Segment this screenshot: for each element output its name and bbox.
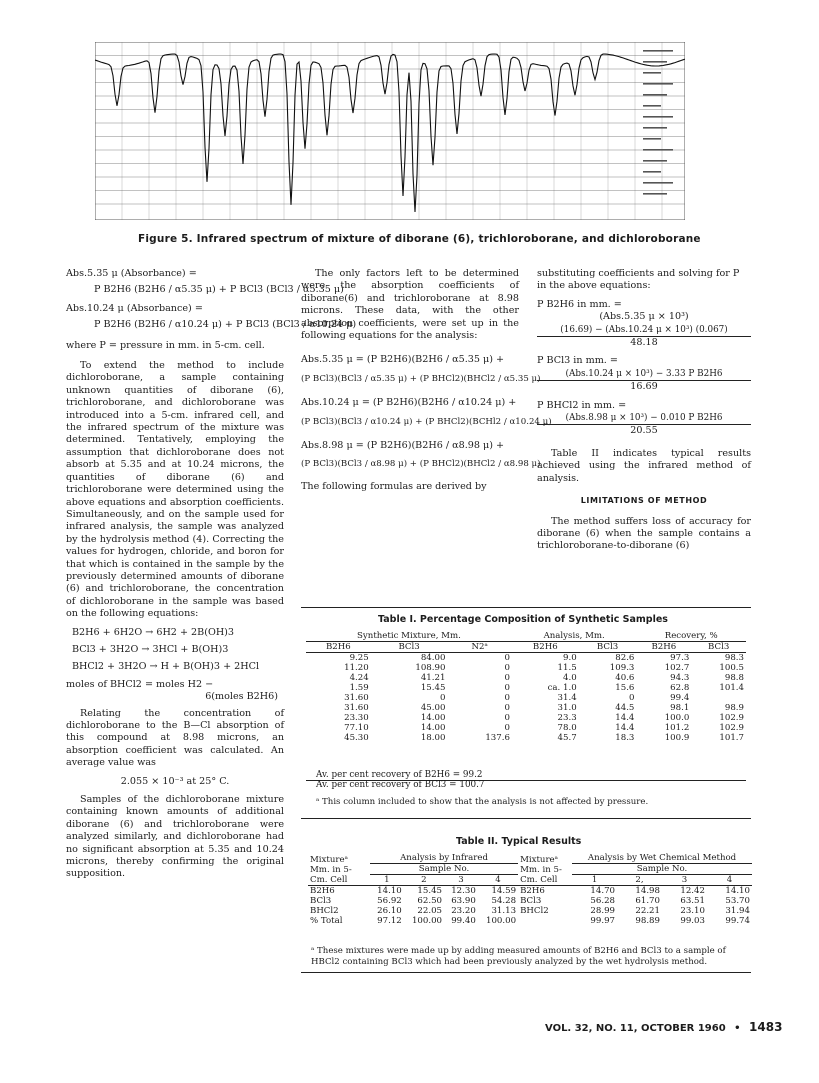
formula-b2h6-numerator-2: (16.69) − (Abs.10.24 μ × 10³) (0.067) — [537, 324, 751, 337]
table1-column-header: BCl3 — [596, 642, 619, 652]
table1-cell: 102.7 — [664, 663, 690, 673]
table1-cell: 98.1 — [670, 703, 690, 713]
table2-footnote: ᵃ These mixtures were made up by adding measured amounts of B2H6 and BCl3 to a sample of HBCl2 containing BCl3 which had been previously analyzed by the wet hydrolysis method. — [311, 946, 726, 967]
table2-cell: 99.74 — [725, 916, 750, 926]
table1-cell: 0 — [504, 723, 510, 733]
table1-cell: 14.4 — [615, 713, 635, 723]
table2-sample-number: 4 — [726, 875, 733, 885]
table2-cell: BCl3 — [310, 896, 332, 906]
table1-cell: 102.9 — [719, 713, 744, 723]
table2-cell: 99.03 — [680, 916, 705, 926]
table2-sample-number: 1 — [384, 875, 390, 885]
average-value: 2.055 × 10⁻³ at 25° C. — [120, 775, 230, 787]
table2-sample-no-wet: Sample No. — [572, 864, 752, 875]
moles-equation-line2: 6(moles B2H6) — [205, 691, 278, 703]
paragraph-extend-method: To extend the method to include dichloroborane, a sample containing unknown quantities of diborane (6), trichloroborane, and dichloroborane was introduced into a 5-cm. infrared cell, and the infrared spectrum of the mixture was determined. Tentatively, employing the assumption that dichloroborane does not absorb at 5.35 and at 10.24 microns, the quantities of diborane (6) and trichloroborane were determined using the above equations and absorption coefficients. Simultaneously, and on the sample used for infrared analysis, the sample was analyzed by the hydrolysis method (4). Correcting the values for hydrogen, chloride, and boron for that which is contained in the sample by the previously determined amounts of diborane (6) and trichloroborane, the concentration of dichloroborane in the sample was based on the following equations: — [66, 360, 284, 620]
reaction-trichloroborane: BCl3 + 3H2O → 3HCl + B(OH)3 — [72, 643, 229, 655]
table1-cell: 45.00 — [420, 703, 446, 713]
table1-cell: 100.9 — [664, 733, 690, 743]
table1-cell: 100.0 — [664, 713, 690, 723]
table1-cell: 0 — [504, 673, 510, 683]
table1-cell: 15.45 — [420, 683, 446, 693]
table1-cell: 11.20 — [344, 663, 369, 673]
table1-cell: 40.6 — [615, 673, 635, 683]
table1-column-header: B2H6 — [651, 642, 677, 652]
paragraph-following-formulas: The following formulas are derived by — [301, 480, 487, 492]
table1-group-analysis: Analysis, Mm. — [512, 631, 636, 642]
table2-cell: 14.10 — [725, 886, 750, 896]
equation-abs-1024-body: P B2H6 (B2H6 / α10.24 μ) + P BCl3 (BCl3 / α10.24 μ) — [94, 319, 357, 331]
table1-group-recovery: Recovery, % — [636, 631, 746, 642]
table2-cell: 56.28 — [590, 896, 616, 906]
table1-cell: 109.3 — [609, 663, 635, 673]
table1-cell: 0 — [504, 713, 510, 723]
table1-cell: 1.59 — [349, 683, 369, 693]
reaction-dichloroborane: BHCl2 + 3H2O → H + B(OH)3 + 2HCl — [72, 661, 260, 673]
table1-cell: 18.00 — [420, 733, 446, 743]
table2-row — [308, 896, 752, 906]
table2-cell: % Total — [310, 916, 343, 926]
table1-summary — [316, 770, 485, 790]
table2-sample-number: 3 — [681, 875, 688, 885]
table1-cell: 23.3 — [557, 713, 577, 723]
table1-cell: 98.8 — [724, 673, 744, 683]
paragraph-samples: Samples of the dichloroborane mixture containing known amounts of additional diborane (6) and trichloroborane were analyzed similarly, and dichloroborane had no significant absorption at 5.35 and 10.24 microns, thereby confirming the original supposition. — [66, 794, 284, 880]
table1-summary-b2h6: Av. per cent recovery of B2H6 = 99.2 — [316, 770, 483, 780]
where-clause: where P = pressure in mm. in 5-cm. cell. — [66, 339, 265, 351]
equation-abs-535-body: P B2H6 (B2H6 / α5.35 μ) + P BCl3 (BCl3 / α5.35 μ) — [94, 284, 344, 296]
table1-cell: 101.4 — [719, 683, 744, 693]
table1-cell: 31.0 — [557, 703, 577, 713]
table1-cell: 0 — [504, 693, 510, 703]
formula-b2h6-lhs: P B2H6 in mm. = — [537, 298, 622, 310]
table1-row — [306, 703, 746, 713]
table2-sample-no-ir: Sample No. — [370, 864, 518, 875]
table1-row — [306, 733, 746, 743]
table2-cell: 61.70 — [635, 896, 660, 906]
equation-1024-line1: Abs.10.24 μ = (P B2H6)(B2H6 / α10.24 μ) + — [301, 397, 517, 409]
bullet-separator: • — [734, 1023, 741, 1034]
table1-cell: 62.8 — [670, 683, 690, 693]
table2-mixture-header: Mixtureᵃ Mm. in 5-Cm. Cell — [310, 855, 352, 885]
table1 — [306, 631, 746, 743]
table1-cell: 94.3 — [670, 673, 690, 683]
table1-cell: 14.00 — [420, 723, 446, 733]
table2-cell: 63.90 — [451, 896, 476, 906]
table2-cell: 12.30 — [451, 886, 476, 896]
table2-cell: 31.13 — [491, 906, 517, 916]
equation-898-line2: (P BCl3)(BCl3 / α8.98 μ) + (P BHCl2)(BHCl2 / α8.98 μ) — [301, 459, 541, 470]
table1-cell: 99.4 — [670, 693, 690, 703]
table2-cell: 56.92 — [377, 896, 402, 906]
right-column — [537, 268, 751, 553]
table2-cell: 99.97 — [590, 916, 616, 926]
table2-cell: 62.50 — [417, 896, 443, 906]
table2-cell: 14.98 — [635, 886, 660, 896]
paragraph-limitations: The method suffers loss of accuracy for diborane (6) when the sample contains a trichloroborane-to-diborane (6) — [537, 515, 751, 552]
formula-bcl3-lhs: P BCl3 in mm. = — [537, 355, 618, 367]
table2-cell: BCl3 — [520, 896, 542, 906]
formula-bhcl2-lhs: P BHCl2 in mm. = — [537, 399, 627, 411]
table2-cell: 14.10 — [377, 886, 402, 896]
formula-bhcl2-numerator: (Abs.8.98 μ × 10³) − 0.010 P B2H6 — [537, 412, 751, 425]
table2-sample-number: 4 — [495, 875, 501, 885]
table1-column-header: BCl3 — [398, 642, 420, 652]
table2-cell: 98.89 — [635, 916, 660, 926]
table1-cell: 18.3 — [615, 733, 635, 743]
table1-cell: 4.24 — [349, 673, 369, 683]
table2-cell: 12.42 — [680, 886, 705, 896]
table2-sample-number: 1 — [591, 875, 598, 885]
table2-cell: 23.20 — [451, 906, 476, 916]
table1-cell: 0 — [439, 693, 446, 703]
table1-cell: 137.6 — [485, 733, 510, 743]
formula-b2h6-denominator: 48.18 — [630, 337, 658, 349]
table2-row — [308, 916, 752, 926]
section-heading-limitations: LIMITATIONS OF METHOD — [580, 496, 708, 506]
table1-cell: 100.5 — [719, 663, 744, 673]
table1-cell: 97.3 — [670, 653, 690, 663]
table2-end-rule — [301, 972, 751, 973]
table1-row — [306, 723, 746, 733]
paragraph-substituting: substituting coefficients and solving for P in the above equations: — [537, 268, 740, 292]
equation-1024-line2: (P BCl3)(BCl3 / α10.24 μ) + (P BHCl2)(BCHl2 / α10.24 μ) — [301, 416, 552, 427]
table1-row — [306, 663, 746, 673]
table2-cell: 31.94 — [725, 906, 750, 916]
table2-row — [308, 886, 752, 897]
table1-cell: 0 — [504, 703, 510, 713]
table1-cell: 98.9 — [724, 703, 744, 713]
table2-cell: 63.51 — [680, 896, 705, 906]
table1-column-header: B2H6 — [325, 642, 351, 652]
table2-wet-header: Analysis by Wet Chemical Method — [572, 853, 752, 864]
formula-bcl3-denominator: 16.69 — [630, 381, 658, 393]
table1-group-synthetic: Synthetic Mixture, Mm. — [306, 631, 512, 642]
table1-cell: 45.30 — [344, 733, 369, 743]
table1-cell: 84.00 — [420, 653, 446, 663]
table2-cell: 100.00 — [411, 916, 443, 926]
table2-infrared-header: Analysis by Infrared — [370, 853, 518, 864]
reaction-diborane: B2H6 + 6H2O → 6H2 + 2B(OH)3 — [72, 626, 235, 638]
table1-cell: 9.25 — [349, 653, 369, 663]
equation-898-line1: Abs.8.98 μ = (P B2H6)(B2H6 / α8.98 μ) + — [301, 440, 505, 452]
table2-cell: 28.99 — [590, 906, 616, 916]
table1-cell: 9.0 — [563, 653, 577, 663]
table1-cell: 78.0 — [557, 723, 577, 733]
table1-footnote: ᵃ This column included to show that the analysis is not affected by pressure. — [316, 797, 649, 807]
table1-row — [306, 693, 746, 703]
table1-column-header: BCl3 — [708, 642, 730, 652]
table1-title: Table I. Percentage Composition of Synthetic Samples — [378, 614, 668, 625]
table1-cell: 11.5 — [557, 663, 577, 673]
table1-cell: 0 — [504, 653, 510, 663]
page-number: 1483 — [749, 1020, 783, 1034]
table2 — [308, 853, 752, 926]
table1-end-rule — [301, 818, 751, 819]
table1-row — [306, 673, 746, 683]
figure-caption: Figure 5. Infrared spectrum of mixture of diborane (6), trichloroborane, and dichloroborane — [138, 233, 701, 245]
table2-title: Table II. Typical Results — [456, 836, 582, 847]
formula-bcl3-numerator: (Abs.10.24 μ × 10³) − 3.33 P B2H6 — [537, 368, 751, 381]
table1-cell: 41.21 — [420, 673, 446, 683]
table2-cell: 97.12 — [377, 916, 402, 926]
table1-row — [306, 653, 746, 664]
table2-cell: B2H6 — [520, 886, 545, 896]
table1-cell: ca. 1.0 — [547, 683, 577, 693]
table1-column-header: B2H6 — [532, 642, 558, 652]
table2-cell: 14.59 — [491, 886, 517, 896]
table2-cell: 26.10 — [377, 906, 402, 916]
table2-cell: 22.05 — [417, 906, 443, 916]
table1-cell: 31.4 — [557, 693, 577, 703]
table1-cell: 23.30 — [344, 713, 369, 723]
page-footer — [545, 1020, 782, 1034]
table1-cell: 101.2 — [664, 723, 690, 733]
paragraph-factors: The only factors left to be determined were the absorption coefficients of diborane(6) and trichloroborane at 8.98 microns. These data, with the other absorption coefficients, were set up in the following equations for the analysis: — [301, 268, 519, 342]
table2-cell: B2H6 — [310, 886, 335, 896]
table2-cell: BHCl2 — [520, 906, 549, 916]
table2-cell: 54.28 — [491, 896, 517, 906]
table2-sample-number: 3 — [458, 875, 464, 885]
table1-cell: 98.3 — [724, 653, 744, 663]
table1-row — [306, 683, 746, 693]
table2-mixture-header-2: Mixtureᵃ Mm. in 5-Cm. Cell — [520, 855, 562, 885]
table1-cell: 31.60 — [344, 693, 369, 703]
table1-summary-bcl3: Av. per cent recovery of BCl3 = 100.7 — [316, 780, 485, 790]
middle-column — [301, 268, 552, 493]
table2-row — [308, 906, 752, 916]
table2-cell: 22.21 — [635, 906, 660, 916]
table2-cell — [518, 916, 572, 926]
table1-cell: 31.60 — [344, 703, 369, 713]
table1-row — [306, 713, 746, 723]
table1-cell: 108.90 — [415, 663, 446, 673]
equation-535-line1: Abs.5.35 μ = (P B2H6)(B2H6 / α5.35 μ) + — [301, 354, 505, 366]
table1-cell: 14.00 — [420, 713, 446, 723]
table1-cell: 101.7 — [719, 733, 744, 743]
table1-cell: 14.4 — [615, 723, 635, 733]
table2-cell: 99.40 — [451, 916, 476, 926]
table1-column-header: N2ᵃ — [471, 642, 488, 652]
table2-sample-number: 2, — [635, 875, 644, 885]
table1-cell: 45.7 — [557, 733, 577, 743]
equation-535-line2: (P BCl3)(BCl3 / α5.35 μ) + (P BHCl2)(BHCl2 / α5.35 μ) — [301, 373, 541, 384]
table2-sample-number: 2 — [421, 875, 427, 885]
table1-cell: 77.10 — [344, 723, 369, 733]
table1-cell: 44.5 — [615, 703, 635, 713]
table2-cell: BHCl2 — [310, 906, 339, 916]
moles-equation-line1: moles of BHCl2 = moles H2 − — [66, 678, 214, 690]
table2-cell: 53.70 — [725, 896, 750, 906]
table2-cell: 100.00 — [485, 916, 517, 926]
table1-cell: 15.6 — [615, 683, 635, 693]
table2-cell: 15.45 — [417, 886, 443, 896]
journal-citation: VOL. 32, NO. 11, OCTOBER 1960 — [545, 1023, 726, 1034]
paragraph-absorption-coefficient: Relating the concentration of dichloroborane to the B—Cl absorption of this compound at 8.98 microns, an absorption coefficient was calculated. An average value was — [66, 707, 284, 769]
table1-top-rule — [301, 607, 751, 608]
table1-cell: 4.0 — [563, 673, 577, 683]
infrared-spectrum-figure — [95, 42, 685, 220]
table1-cell — [691, 693, 746, 703]
formula-b2h6-numerator: (Abs.5.35 μ × 10³) — [599, 311, 689, 323]
equation-abs-1024-head: Abs.10.24 μ (Absorbance) = — [66, 302, 203, 314]
equation-abs-535-head: Abs.5.35 μ (Absorbance) = — [66, 268, 197, 279]
table1-cell: 102.9 — [719, 723, 744, 733]
table1-cell: 82.6 — [615, 653, 635, 663]
table1-cell: 0 — [504, 683, 510, 693]
table1-cell: 0 — [504, 663, 510, 673]
paragraph-table2-ref: Table II indicates typical results achieved using the infrared method of analysis. — [537, 447, 751, 484]
table1-cell: 0 — [628, 693, 635, 703]
formula-bhcl2-denominator: 20.55 — [630, 425, 658, 437]
table2-cell: 14.70 — [590, 886, 616, 896]
table2-cell: 23.10 — [680, 906, 705, 916]
